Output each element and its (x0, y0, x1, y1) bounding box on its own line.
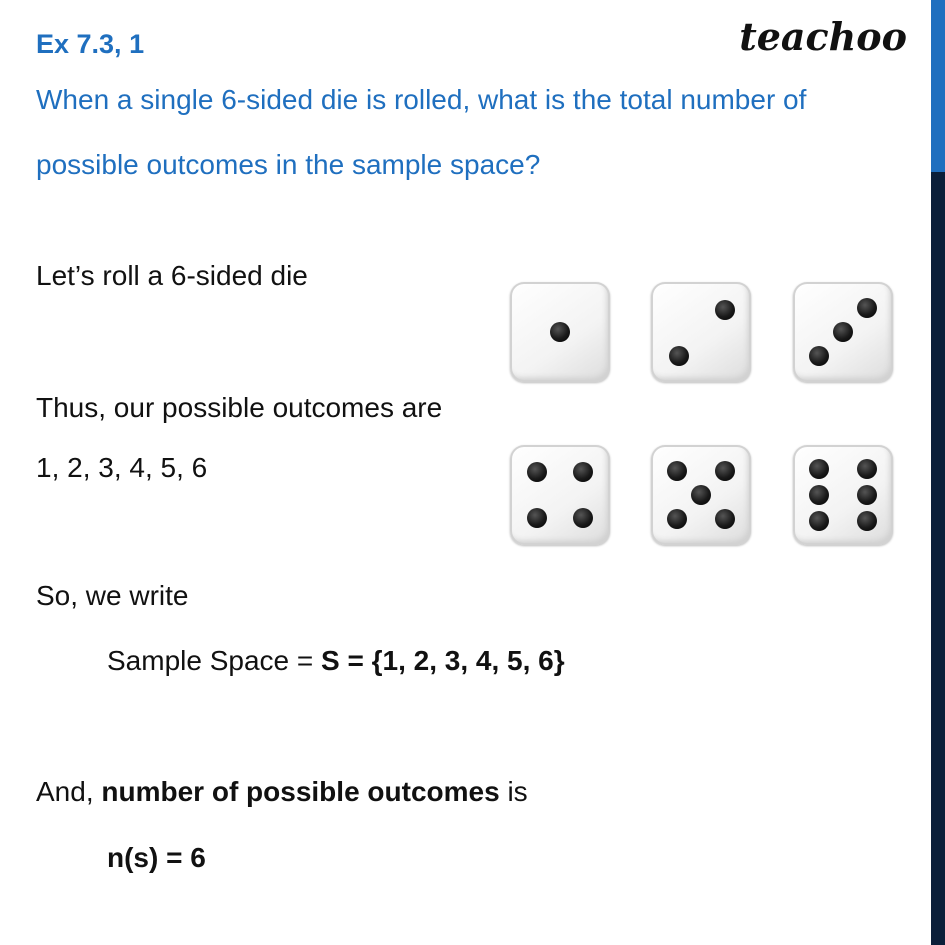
die-pip (809, 459, 829, 479)
die-pip (809, 485, 829, 505)
question-line-2: possible outcomes in the sample space? (36, 149, 541, 180)
die-pip (715, 300, 735, 320)
dice-faces (510, 282, 898, 550)
die-pip (857, 511, 877, 531)
die-pip (691, 485, 711, 505)
sample-space-label: Sample Space = (107, 645, 322, 676)
exercise-number: Ex 7.3, 1 (36, 29, 145, 59)
die-pip (833, 322, 853, 342)
outcomes-intro: Thus, our possible outcomes are (36, 392, 443, 423)
side-accent-bar (931, 0, 945, 945)
teachoo-logo: teachoo (739, 14, 907, 59)
die-face-one (510, 282, 610, 382)
die-pip (857, 459, 877, 479)
outcome-count-phrase: number of possible outcomes (101, 776, 500, 807)
outcome-count-line (36, 774, 528, 810)
die-face-two (651, 282, 751, 382)
sample-space-set: S = {1, 2, 3, 4, 5, 6} (321, 645, 565, 676)
die-pip (857, 485, 877, 505)
question-line-1: When a single 6-sided die is rolled, what is the total number of (36, 84, 807, 115)
die-pip (809, 511, 829, 531)
outcomes-list: 1, 2, 3, 4, 5, 6 (36, 452, 208, 483)
die-pip (715, 461, 735, 481)
die-pip (667, 509, 687, 529)
die-pip (809, 346, 829, 366)
die-pip (550, 322, 570, 342)
and-suffix: is (499, 776, 528, 807)
die-face-four (510, 445, 610, 545)
die-face-five (651, 445, 751, 545)
die-face-three (793, 282, 893, 382)
die-face-six (793, 445, 893, 545)
die-pip (527, 462, 547, 482)
die-pip (573, 508, 593, 528)
and-prefix: And, (36, 776, 102, 807)
die-pip (573, 462, 593, 482)
die-pip (857, 298, 877, 318)
die-pip (667, 461, 687, 481)
result-formula: n(s) = 6 (107, 842, 206, 873)
die-pip (715, 509, 735, 529)
die-pip (669, 346, 689, 366)
so-we-write: So, we write (36, 580, 189, 611)
intro-text: Let’s roll a 6-sided die (36, 260, 308, 291)
sample-space-line (107, 643, 565, 679)
die-pip (527, 508, 547, 528)
